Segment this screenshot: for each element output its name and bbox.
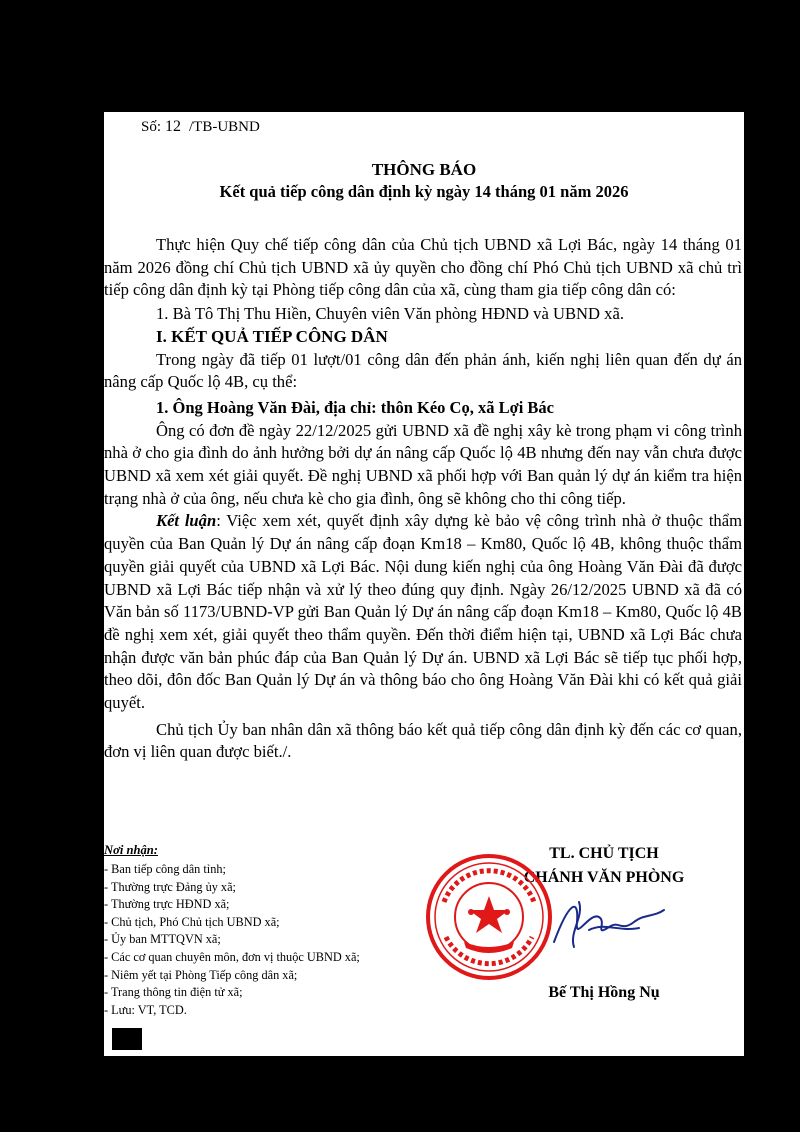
conclusion-paragraph: Kết luận: Việc xem xét, quyết định xây dựng kè bảo vệ công trình nhà ở thuộc thẩm quyền của Ban Quản lý Dự án nâng cấp đoạn Km18 – Km80, Quốc lộ 4B, không thuộc thẩm quyền giải quyết của UBND xã Lợi Bác. Nội dung kiến nghị của ông Hoàng Văn Đài đã được UBND xã Lợi Bác tiếp nhận và xử lý theo đúng quy định. Ngày 26/12/2025 UBND xã đã có Văn bản số 1173/UBND-VP gửi Ban Quản lý Dự án nâng cấp đoạn Km18 – Km80, Quốc lộ 4B đề nghị xem xét, giải quyết theo thẩm quyền. Đến thời điểm hiện tại, UBND xã Lợi Bác chưa nhận được văn bản phúc đáp của Ban Quản lý Dự án. UBND xã Lợi Bác sẽ tiếp tục phối hợp, theo dõi, đôn đốc Ban Quản lý Dự án và thông báo cho ông Hoàng Văn Đài khi có kết quả giải quyết. — [104, 511, 742, 713]
recipient-item: - Niêm yết tại Phòng Tiếp công dân xã; — [104, 967, 298, 982]
section-heading: I. KẾT QUẢ TIẾP CÔNG DÂN — [156, 326, 388, 346]
handwritten-signature-icon — [549, 892, 669, 952]
case-heading: 1. Ông Hoàng Văn Đài, địa chỉ: thôn Kéo Cọ, xã Lợi Bác — [156, 397, 555, 417]
recipient-item: - Ủy ban MTTQVN xã; — [104, 932, 221, 947]
signer-name: Bế Thị Hồng Nụ — [548, 984, 660, 1001]
recipient-item: - Thường trực HĐND xã; — [104, 897, 230, 912]
document-number-value: 12 — [165, 118, 182, 135]
recipients-list — [104, 861, 360, 1019]
document-title: THÔNG BÁO — [371, 160, 477, 179]
corner-mark — [112, 1028, 142, 1050]
official-seal-icon — [424, 852, 554, 982]
recipient-item: - Chủ tịch, Phó Chủ tịch UBND xã; — [104, 914, 280, 929]
case-paragraph: Ông có đơn đề ngày 22/12/2025 gửi UBND xã đề nghị xây kè trong phạm vi công trình nhà ở cho gia đình do ảnh hưởng bởi dự án nâng cấp Quốc lộ 4B nhưng đến nay vẫn chưa được UBND xã xem xét giải quyết. Đề nghị UBND xã phối hợp với Ban quản lý dự án kiểm tra hiện trạng nhà ở của ông, nếu chưa kè cho gia đình, ông sẽ không cho thi công tiếp. — [104, 420, 742, 508]
document-number: Số: 12 /TB-UBND — [141, 118, 260, 135]
document-page — [104, 112, 744, 1056]
recipients-title: Nơi nhận: — [104, 843, 159, 857]
signer-role-line2: CHÁNH VĂN PHÒNG — [523, 869, 685, 886]
signer-role-line1: TL. CHỦ TỊCH — [549, 845, 659, 862]
recipient-item: - Lưu: VT, TCD. — [104, 1002, 187, 1017]
recipient-item: - Trang thông tin điện tử xã; — [104, 985, 243, 1000]
recipient-item: - Thường trực Đảng ủy xã; — [104, 879, 236, 894]
document-subtitle: Kết quả tiếp công dân định kỳ ngày 14 tháng 01 năm 2026 — [219, 182, 629, 201]
section-paragraph: Trong ngày đã tiếp 01 lượt/01 công dân đến phản ánh, kiến nghị liên quan đến dự án nâng cấp Quốc lộ 4B, cụ thể: — [104, 349, 742, 392]
closing-paragraph: Chủ tịch Ủy ban nhân dân xã thông báo kết quả tiếp công dân định kỳ đến các cơ quan, đơn vị liên quan được biết./. — [104, 719, 742, 762]
conclusion-label: Kết luận — [156, 511, 217, 531]
participant-line: 1. Bà Tô Thị Thu Hiền, Chuyên viên Văn phòng HĐND và UBND xã. — [156, 304, 624, 324]
recipient-item: - Ban tiếp công dân tỉnh; — [104, 862, 226, 876]
intro-paragraph: Thực hiện Quy chế tiếp công dân của Chủ tịch UBND xã Lợi Bác, ngày 14 tháng 01 năm 2026 đồng chí Chủ tịch UBND xã ủy quyền cho đồng chí Phó Chủ tịch UBND xã chủ trì tiếp công dân định kỳ tại Phòng tiếp công dân của xã, cùng tham gia tiếp công dân có: — [104, 235, 742, 300]
recipient-item: - Các cơ quan chuyên môn, đơn vị thuộc UBND xã; — [104, 949, 360, 964]
document-body — [104, 234, 742, 764]
